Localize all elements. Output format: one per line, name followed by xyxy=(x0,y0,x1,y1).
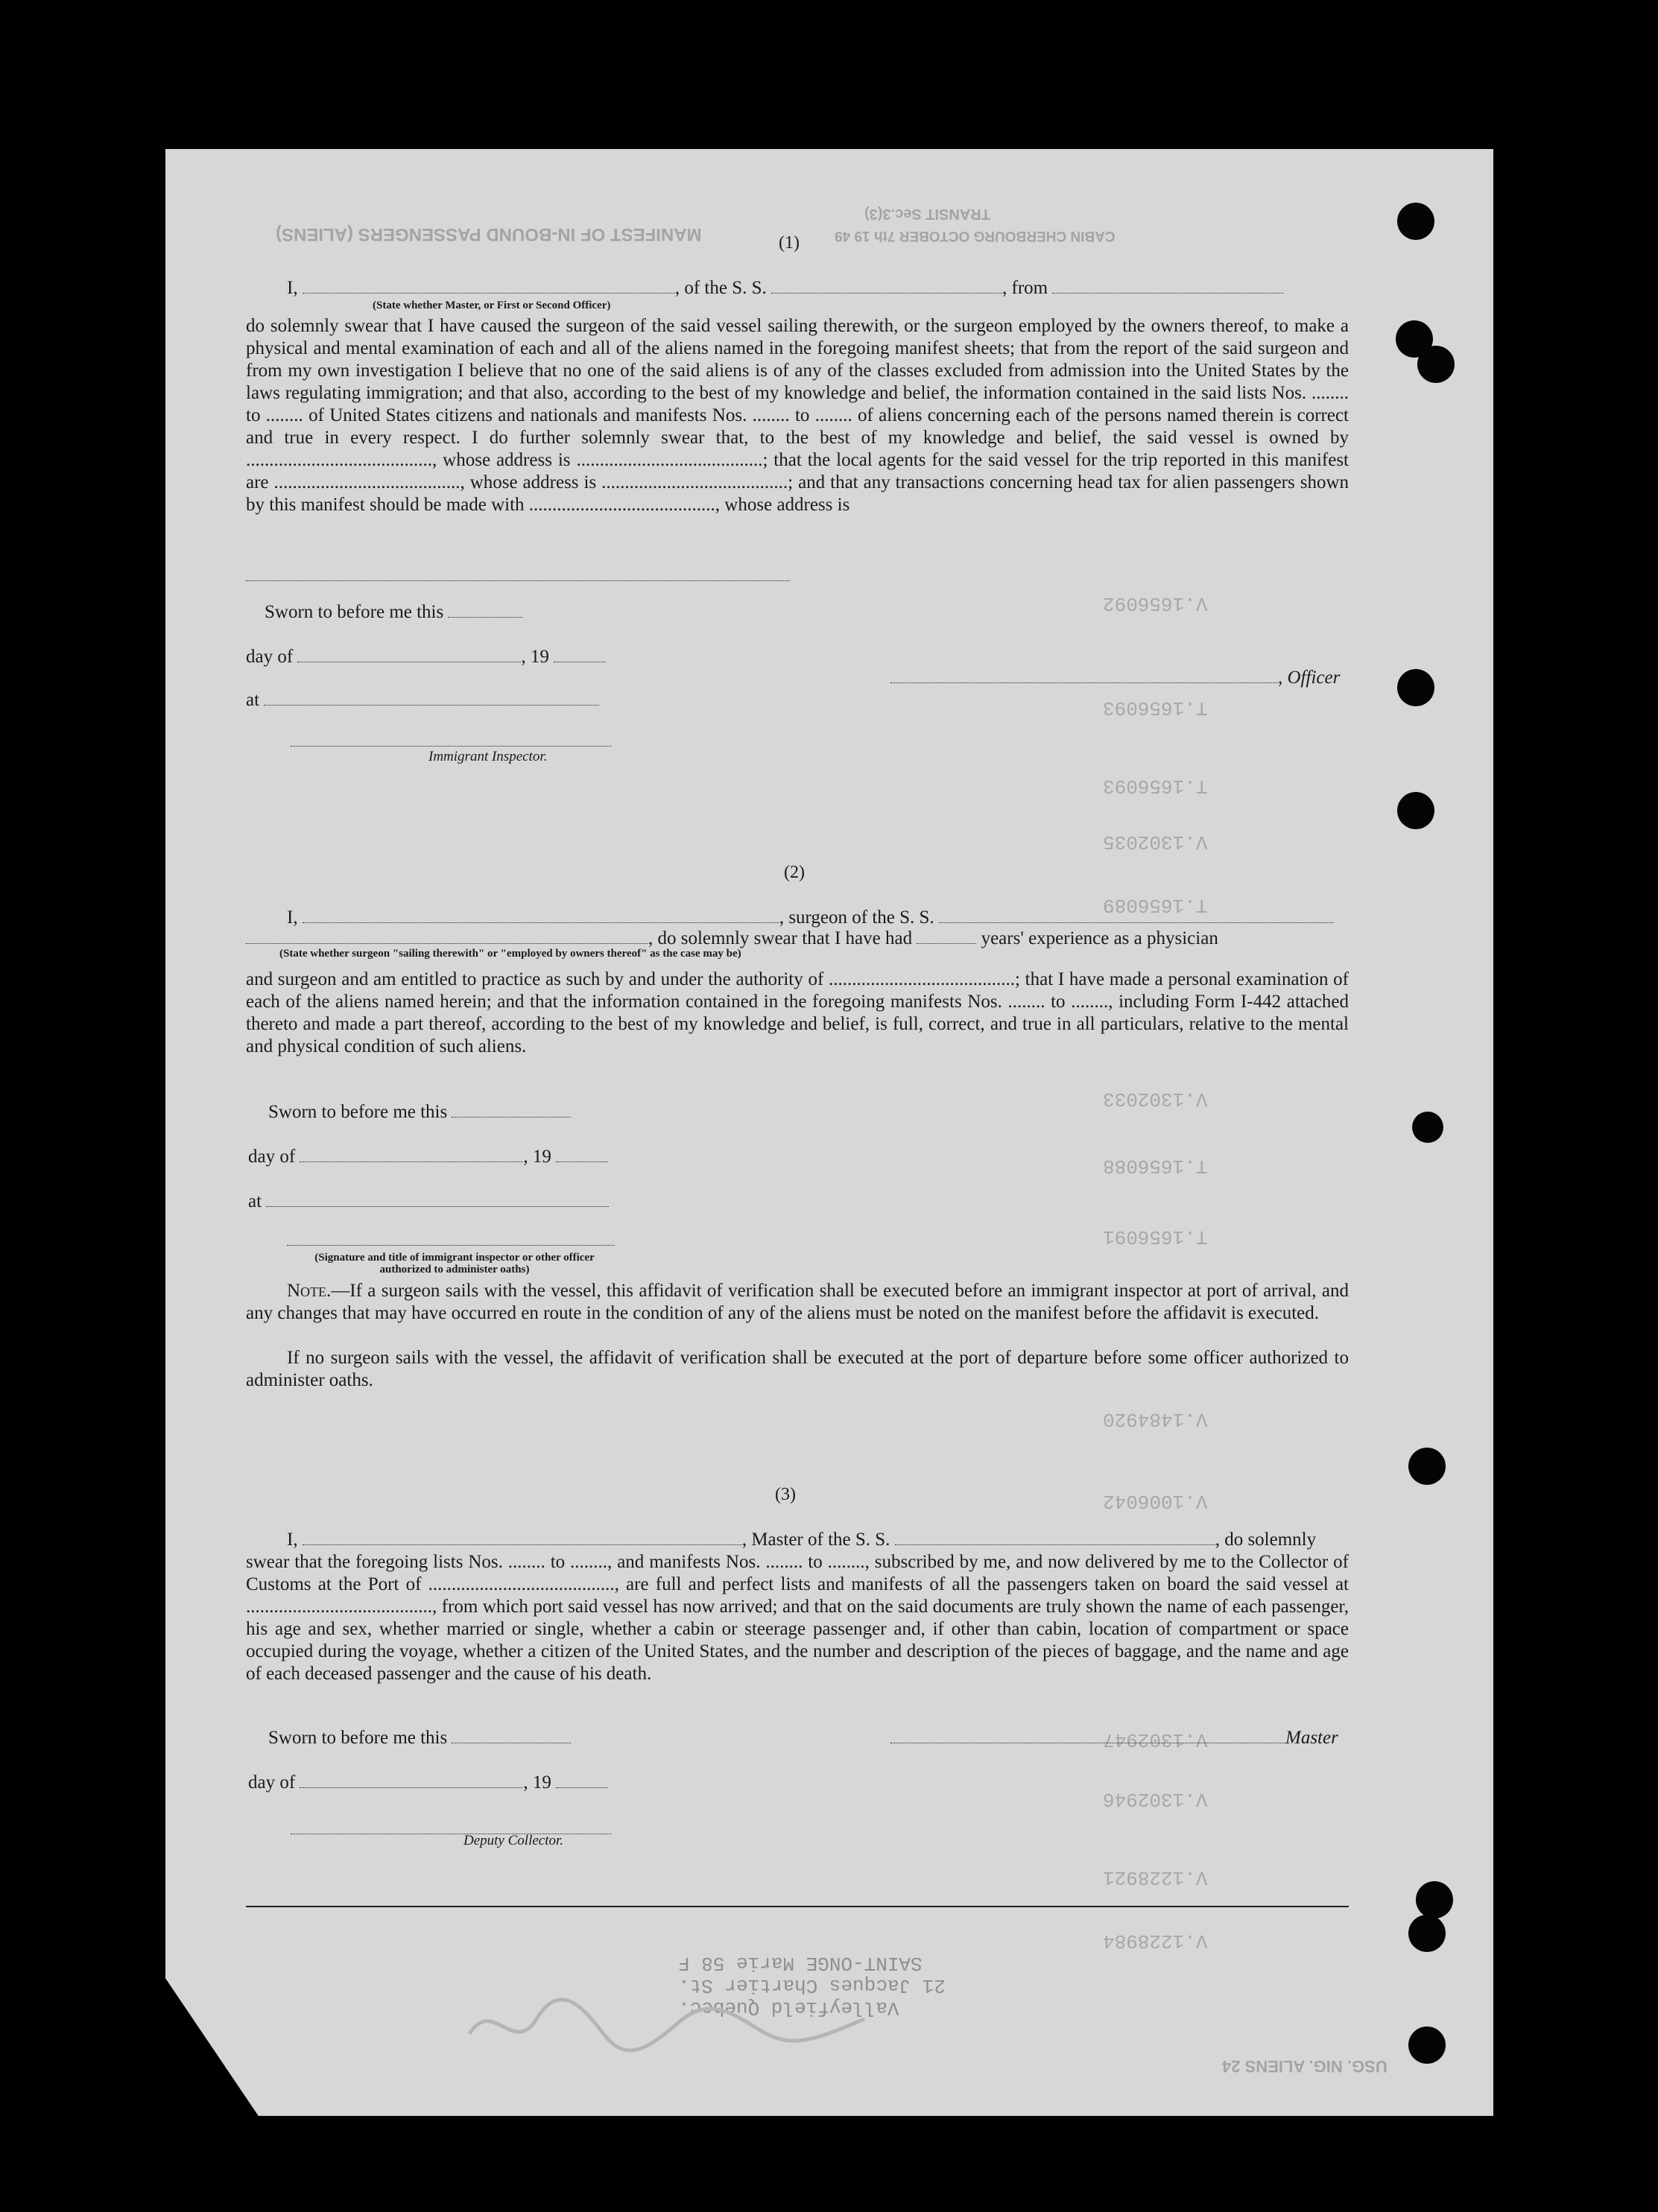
punch-hole xyxy=(1397,203,1434,240)
sworn-day-field[interactable] xyxy=(448,602,522,618)
sworn-label: Sworn to before me this xyxy=(268,1728,448,1748)
at-field[interactable] xyxy=(266,1191,609,1207)
bleed-through-row: T.1656091 xyxy=(1103,1226,1208,1248)
surgeon-oath-line xyxy=(287,907,1334,929)
bleed-through-footer: USG. NIG. ALIENS 24 xyxy=(1222,2057,1388,2076)
note-label: Note. xyxy=(287,1281,332,1301)
surgeon-caption: (State whether surgeon "sailing therewith" or "employed by owners thereof" as the case may be) xyxy=(279,948,741,960)
note-paragraph xyxy=(246,1280,1349,1325)
bleed-through-row: V.1228921 xyxy=(1103,1866,1208,1889)
at-label: at xyxy=(246,690,260,710)
at-line xyxy=(248,1191,609,1213)
from-port-field[interactable] xyxy=(1052,278,1283,294)
bleed-through-row: V.1302035 xyxy=(1103,831,1208,853)
year-field[interactable] xyxy=(554,647,606,662)
note-paragraph-2: If no surgeon sails with the vessel, the affidavit of verification shall be executed at the port of departure before some officer authorized to administer oaths. xyxy=(246,1348,1349,1390)
ship-label: , of the S. S. xyxy=(674,278,767,298)
year-field[interactable] xyxy=(556,1772,608,1788)
section-number: (3) xyxy=(775,1485,796,1504)
officer-name-field[interactable] xyxy=(303,278,675,294)
punch-hole xyxy=(1412,1112,1443,1143)
master-affidavit-line xyxy=(287,1529,1316,1551)
bleed-through-row: V.1302947 xyxy=(1103,1728,1208,1751)
oath-i: I, xyxy=(287,278,298,298)
collector-label: Deputy Collector. xyxy=(463,1833,564,1848)
master-ship-label: , Master of the S. S. xyxy=(741,1530,890,1550)
bleed-through-route: CABIN CHERBOURG OCTOBER 7th 19 49 xyxy=(835,228,1116,244)
officer-line xyxy=(890,667,1340,689)
punch-hole xyxy=(1408,1448,1446,1485)
day-line xyxy=(248,1146,608,1168)
day-line xyxy=(246,646,606,668)
surgeon-ship-label: , surgeon of the S. S. xyxy=(779,907,934,928)
year-label: , 19 xyxy=(521,647,549,667)
blank-line xyxy=(246,565,790,587)
year-field[interactable] xyxy=(556,1147,608,1162)
bleed-through-row: T.1656088 xyxy=(1103,1155,1208,1177)
at-label: at xyxy=(248,1191,262,1211)
master-affidavit-body: swear that the foregoing lists Nos. ........ to ........, and manifests Nos. ........ to ........, subscribed by me, and now delivered by me to the Collector of Customs at the Port of ........................................, are full and perfect lists and manifests of all the passengers taken on board the said vessel at ........................................, from which port said vessel has now arrived; and that on the said documents are truly shown the name of each passenger, his age and sex, whether married or single, whether a cabin or steerage passenger and, if other than cabin, location of compartment or space occupied during the voyage, whether a citizen of the United States, and the number and description of the pieces of baggage, and the name and age of each deceased passenger and the cause of his death. xyxy=(246,1552,1349,1684)
bleed-through-row: V.1656092 xyxy=(1103,592,1208,615)
surgeon-years-line xyxy=(246,928,1218,950)
master-ship-field[interactable] xyxy=(895,1530,1215,1545)
from-label: , from xyxy=(1002,278,1048,298)
at-line xyxy=(246,689,599,712)
punch-hole xyxy=(1408,2026,1446,2064)
bleed-through-row: T.1656093 xyxy=(1103,775,1208,797)
solemnly-label: , do solemnly xyxy=(1215,1530,1317,1550)
years-field[interactable] xyxy=(917,928,976,944)
master-oath-body: do solemnly swear that I have caused the surgeon of the said vessel sailing therewith, or the surgeon employed by the owners thereof, to make a physical and mental examination of each and all of the aliens named in the foregoing manifest sheets; that from the report of the said surgeon and from my own investigation I believe that no one of the said aliens is of any of the classes excluded from admission into the United States by the laws regulating immigration; and that also, according to the best of my knowledge and belief, the information contained in the said lists Nos. ........ to ........ of United States citizens and nationals and manifests Nos. ........ to ........ of aliens concerning each of the persons named therein is correct and true in every respect. I do further solemnly swear that, to the best of my knowledge and belief, the said vessel is owned by ........................................, whose address is ........................................; that the local agents for the said vessel for the trip reported in this manifest are ........................................, whose address is ........................................; and that any transactions concerning head tax for alien passengers shown by this manifest should be made with ........................................, whose address is xyxy=(246,316,1349,515)
sworn-line xyxy=(265,601,522,624)
inspector-signature-field[interactable] xyxy=(291,731,611,747)
oath-i: I, xyxy=(287,1530,298,1550)
ship-name-field[interactable] xyxy=(771,278,1002,294)
address-field[interactable] xyxy=(246,565,790,581)
master-signature-field[interactable] xyxy=(890,1728,1285,1743)
signature-scribble xyxy=(462,1989,879,2064)
sworn-line xyxy=(268,1101,571,1124)
master-sig-line xyxy=(890,1727,1338,1749)
section-number: (1) xyxy=(779,233,800,253)
oath-i: I, xyxy=(287,907,298,928)
officer-signature-field[interactable] xyxy=(890,668,1278,683)
years-label: , do solemnly swear that I have had xyxy=(648,928,913,948)
bleed-through-row: V.1228984 xyxy=(1103,1930,1208,1952)
note-text: —If a surgeon sails with the vessel, this affidavit of verification shall be executed before an immigrant inspector at port of arrival, and any changes that may have occurred en route in the condition of any of the aliens must be noted on the manifest before the affidavit is executed. xyxy=(246,1281,1349,1323)
sig-line xyxy=(287,1229,615,1252)
bleed-through-header: MANIFEST OF IN-BOUND PASSENGERS (ALIENS) xyxy=(276,224,702,244)
bleed-through-row: V.1302033 xyxy=(1103,1088,1208,1110)
bleed-through-row: T.1656089 xyxy=(1103,894,1208,916)
day-label: day of xyxy=(248,1772,296,1793)
day-field[interactable] xyxy=(300,1772,523,1788)
day-label: day of xyxy=(248,1147,296,1167)
master-oath-line xyxy=(287,277,1283,300)
punch-hole xyxy=(1408,1915,1446,1952)
punch-hole xyxy=(1416,1881,1453,1918)
signature-caption: (Signature and title of immigrant inspector or other officer authorized to administer oaths) xyxy=(314,1252,595,1275)
physician-label: years' experience as a physician xyxy=(981,928,1218,948)
bleed-through-row: V.1484920 xyxy=(1103,1408,1208,1430)
day-field[interactable] xyxy=(300,1147,523,1162)
officer-caption: (State whether Master, or First or Second Officer) xyxy=(373,300,611,311)
bleed-through-row: T.1656093 xyxy=(1103,697,1208,719)
divider xyxy=(246,1906,1349,1907)
punch-hole xyxy=(1417,346,1455,383)
bleed-through-row: V.1006042 xyxy=(1103,1490,1208,1512)
inspector-signature-field[interactable] xyxy=(287,1230,615,1246)
officer-label: , Officer xyxy=(1278,668,1341,688)
punch-hole xyxy=(1397,792,1434,829)
sworn-day-field[interactable] xyxy=(452,1728,571,1743)
sworn-day-field[interactable] xyxy=(452,1102,571,1118)
year-label: , 19 xyxy=(523,1147,551,1167)
day-label: day of xyxy=(246,647,294,667)
collector-signature-field[interactable] xyxy=(291,1819,611,1834)
bleed-through-transit: TRANSIT Sec.3(3) xyxy=(864,206,990,222)
day-line xyxy=(248,1772,608,1794)
year-label: , 19 xyxy=(523,1772,551,1793)
master-label: Master xyxy=(1285,1728,1338,1748)
sworn-label: Sworn to before me this xyxy=(268,1102,448,1122)
punch-hole xyxy=(1397,669,1434,706)
bleed-through-row: 21 Jacques Chartier St. xyxy=(678,1974,946,1997)
day-field[interactable] xyxy=(297,647,521,662)
sworn-label: Sworn to before me this xyxy=(265,602,444,622)
bleed-through-row: V.1302946 xyxy=(1103,1788,1208,1810)
bleed-through-row: SAINT-ONGE Marie 58 F xyxy=(678,1952,923,1974)
surgeon-status-field[interactable] xyxy=(246,928,648,944)
sworn-line xyxy=(268,1727,571,1749)
section-number: (2) xyxy=(784,863,805,882)
surgeon-name-field[interactable] xyxy=(303,907,779,923)
inspector-label: Immigrant Inspector. xyxy=(428,749,548,764)
master-name-field[interactable] xyxy=(303,1530,742,1545)
at-field[interactable] xyxy=(264,690,599,706)
surgeon-ship-field[interactable] xyxy=(939,907,1334,923)
bleed-through-row: Valleyfield Quebec. xyxy=(678,1997,899,2019)
surgeon-oath-body: and surgeon and am entitled to practice as such by and under the authority of ........................................; that I have made a personal examination of each of the aliens named herein; and that the information contained in the foregoing manifests Nos. ........ to ........, including Form I-442 attached thereto and made a part thereof, according to the best of my knowledge and belief, is full, correct, and true in all particulars, relative to the mental and physical condition of such aliens. xyxy=(246,969,1349,1056)
